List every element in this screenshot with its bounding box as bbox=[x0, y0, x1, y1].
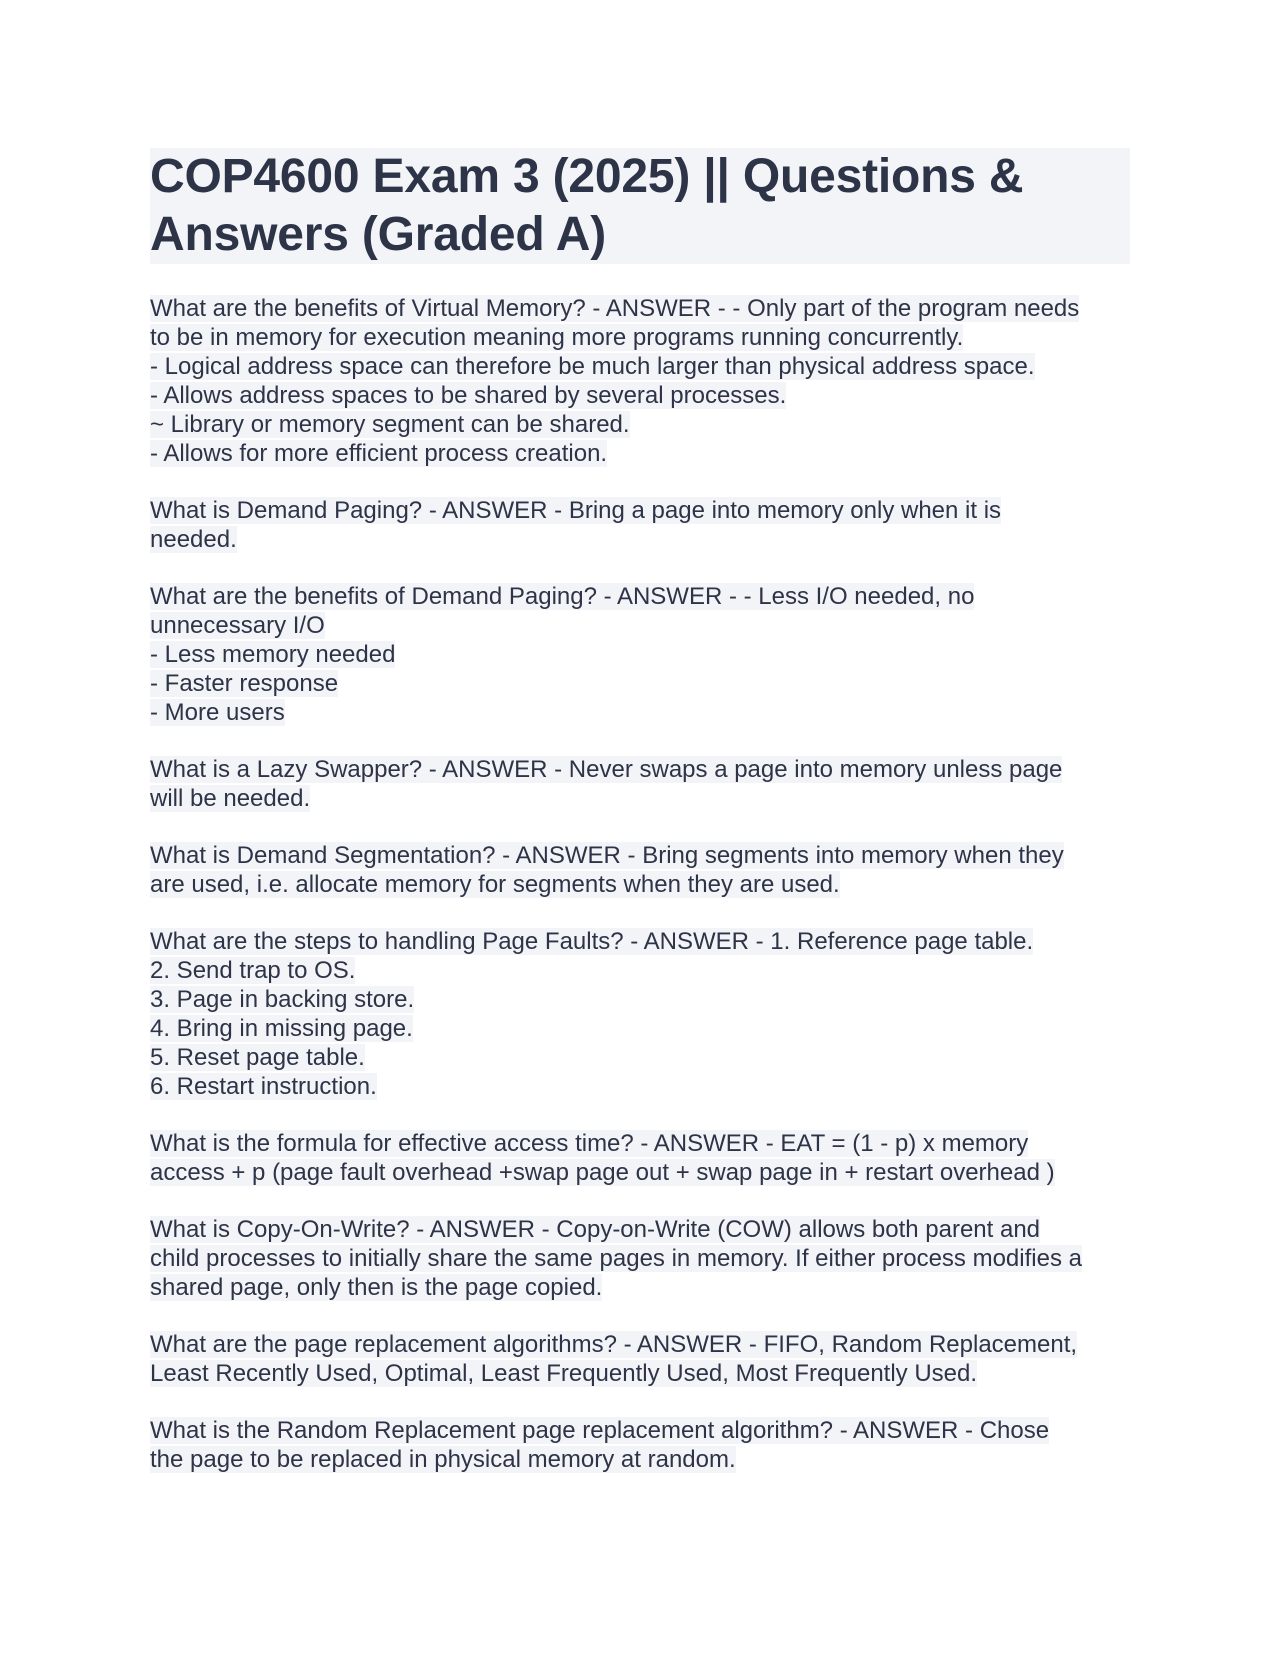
qa-line: 3. Page in backing store. bbox=[150, 986, 415, 1013]
qa-line: unnecessary I/O bbox=[150, 612, 325, 639]
qa-line: 4. Bring in missing page. bbox=[150, 1015, 413, 1042]
qa-line: will be needed. bbox=[150, 785, 311, 812]
qa-line: - Allows address spaces to be shared by several processes. bbox=[150, 382, 787, 409]
qa-line: child processes to initially share the same pages in memory. If either process modifies a bbox=[150, 1245, 1082, 1272]
qa-list bbox=[150, 294, 1130, 1474]
qa-line: What is Demand Segmentation? - ANSWER - Bring segments into memory when they bbox=[150, 842, 1064, 869]
qa-line: the page to be replaced in physical memory at random. bbox=[150, 1446, 736, 1473]
qa-line: What is the formula for effective access time? - ANSWER - EAT = (1 - p) x memory bbox=[150, 1130, 1029, 1157]
qa-item-random-replacement bbox=[150, 1416, 1130, 1474]
title-line: COP4600 Exam 3 (2025) || Questions & bbox=[150, 148, 1130, 206]
qa-line: shared page, only then is the page copied. bbox=[150, 1274, 603, 1301]
qa-item-demand-segmentation bbox=[150, 841, 1130, 899]
qa-item-effective-access-time bbox=[150, 1129, 1130, 1187]
qa-item-lazy-swapper bbox=[150, 755, 1130, 813]
qa-item-page-replacement-algorithms bbox=[150, 1330, 1130, 1388]
document-title bbox=[150, 148, 1130, 264]
qa-item-demand-paging bbox=[150, 496, 1130, 554]
qa-line: What is Demand Paging? - ANSWER - Bring a page into memory only when it is bbox=[150, 497, 1002, 524]
title-line: Answers (Graded A) bbox=[150, 206, 1130, 264]
qa-line: Least Recently Used, Optimal, Least Frequently Used, Most Frequently Used. bbox=[150, 1360, 978, 1387]
qa-item-copy-on-write bbox=[150, 1215, 1130, 1302]
qa-line: - More users bbox=[150, 699, 285, 726]
qa-line: What are the benefits of Demand Paging? - ANSWER - - Less I/O needed, no bbox=[150, 583, 975, 610]
qa-item-virtual-memory bbox=[150, 294, 1130, 468]
qa-line: - Allows for more efficient process creation. bbox=[150, 440, 608, 467]
qa-line: What are the steps to handling Page Faults? - ANSWER - 1. Reference page table. bbox=[150, 928, 1034, 955]
qa-line: - Logical address space can therefore be much larger than physical address space. bbox=[150, 353, 1035, 380]
qa-line: ~ Library or memory segment can be shared. bbox=[150, 411, 630, 438]
qa-line: What is the Random Replacement page replacement algorithm? - ANSWER - Chose bbox=[150, 1417, 1050, 1444]
qa-line: 6. Restart instruction. bbox=[150, 1073, 377, 1100]
qa-line: to be in memory for execution meaning more programs running concurrently. bbox=[150, 324, 964, 351]
qa-line: 2. Send trap to OS. bbox=[150, 957, 356, 984]
qa-line: access + p (page fault overhead +swap page out + swap page in + restart overhead ) bbox=[150, 1159, 1055, 1186]
qa-line: are used, i.e. allocate memory for segments when they are used. bbox=[150, 871, 840, 898]
qa-item-page-faults bbox=[150, 927, 1130, 1101]
qa-line: What are the benefits of Virtual Memory? - ANSWER - - Only part of the program needs bbox=[150, 295, 1080, 322]
qa-line: What are the page replacement algorithms? - ANSWER - FIFO, Random Replacement, bbox=[150, 1331, 1078, 1358]
qa-line: needed. bbox=[150, 526, 237, 553]
document-page bbox=[150, 148, 1130, 1502]
qa-line: - Less memory needed bbox=[150, 641, 396, 668]
qa-item-demand-paging-benefits bbox=[150, 582, 1130, 727]
qa-line: What is a Lazy Swapper? - ANSWER - Never swaps a page into memory unless page bbox=[150, 756, 1063, 783]
qa-line: What is Copy-On-Write? - ANSWER - Copy-on-Write (COW) allows both parent and bbox=[150, 1216, 1041, 1243]
qa-line: - Faster response bbox=[150, 670, 339, 697]
qa-line: 5. Reset page table. bbox=[150, 1044, 365, 1071]
